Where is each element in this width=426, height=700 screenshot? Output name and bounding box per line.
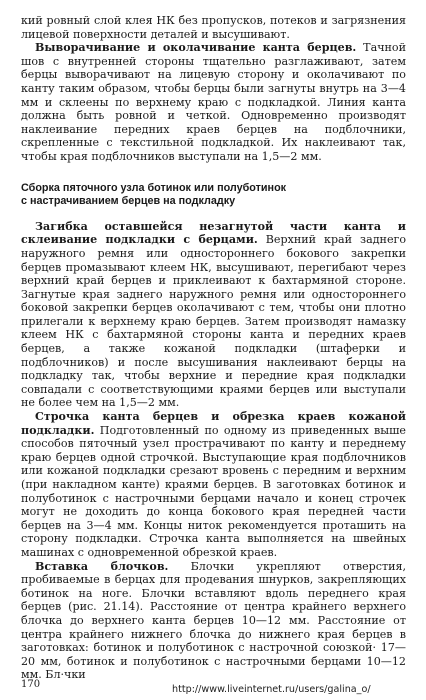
paragraph-continuation [21, 14, 406, 41]
watermark-url: http://www.liveinternet.ru/users/galina_o/ [172, 684, 371, 695]
section-heading [21, 182, 406, 209]
paragraph-run-in-heading: Загибка оставшейся незагнутой части канта и склеивание подкладки с берцами. [21, 219, 406, 247]
section-heading-line: Сборка пяточного узла ботинок или полуботинок [21, 181, 287, 194]
paragraph-eversion [21, 41, 406, 163]
paragraph-stitching [21, 410, 406, 560]
paragraph-text: Подготовленный по одному из приведенных выше способов пяточный узел прострачивают по канту и переднему краю берцев одной строчкой. Выступающие края подблочников или кожаной подкладки срезают вровень с передним и верхним (при накладном канте) краями берцев. В заготовках ботинок и полуботинок с настрочными берцами начало и конец строчек могут не доходить до конца бокового края передней части берцев на 3—4 мм. Концы ниток рекомендуется проташить на сторону подкладки. Строчка канта выполняется на швейных машинах с одновременной обрезкой краев. [21, 423, 406, 559]
paragraph-text: Блочки укрепляют отверстия, пробиваемые в берцах для продевания шнурков, закрепляющих ботинок на ноге. Блочки вставляют вдоль переднего края берцев (рис. 21.14). Расстояние от центра крайнего верхнего блочка до верхнего канта берцев 10—12 мм. Расстояние от центра крайнего нижнего блочка до нижнего края берцев в заготовках: ботинок и полуботинок с настрочной союзкой· 17—20 мм, ботинок и полуботинок с настрочными берцами 10—12 мм. Бл·чки [21, 559, 407, 682]
paragraph-folding [21, 220, 406, 410]
section-heading-line: с настрачиванием берцев на подкладку [21, 195, 236, 208]
paragraph-eyelets [21, 560, 406, 682]
paragraph-text: Верхний край заднего наружного ремня или одностороннего бокового закрепки берцев промазывают клеем НК, высушивают, перегибают через верхний край берцев и приклеивают к бахтармяной стороне. Загнутые края заднего наружного ремня или одностороннего боковой закрепки берцев околачивают с тем, чтобы они плотно прилегали к верхнему краю берцев. Затем производят намазку клеем НК с бахтармяной стороны канта и передних краев берцев, а также кожаной подкладки (штаферки и подблочников) и после высушивания наклеивают берцы на подкладку так, чтобы верхние и передние края подкладки совпадали с соответствующими краями берцев или выступали не более чем на 1,5—2 мм. [21, 233, 406, 410]
paragraph-text: Тачной шов с внутренней стороны тщательно разглаживают, затем берцы выворачивают на лицевую сторону и околачивают по канту таким образом, чтобы берцы были загнуты внутрь на 3—4 мм и склеены по верхнему краю с подкладкой. Линия канта должна быть ровной и четкой. Одновременно производят наклеивание передних краев берцев на подблочники, скрепленные с текстильной подкладкой. Их наклеивают так, чтобы края подблочников выступали на 1,5—2 мм. [21, 41, 406, 163]
paragraph-text: кий ровный слой клея НК без пропусков, потеков и загрязнения лицевой поверхности деталей и высушивают. [21, 14, 406, 41]
paragraph-run-in-heading: Вставка блочков. [35, 559, 169, 573]
page-number: 170 [21, 679, 41, 690]
paragraph-run-in-heading: Строчка канта берцев и обрезка краев кожаной подкладки. [21, 410, 406, 437]
paragraph-run-in-heading: Выворачивание и околачивание канта берцев. [35, 41, 357, 55]
